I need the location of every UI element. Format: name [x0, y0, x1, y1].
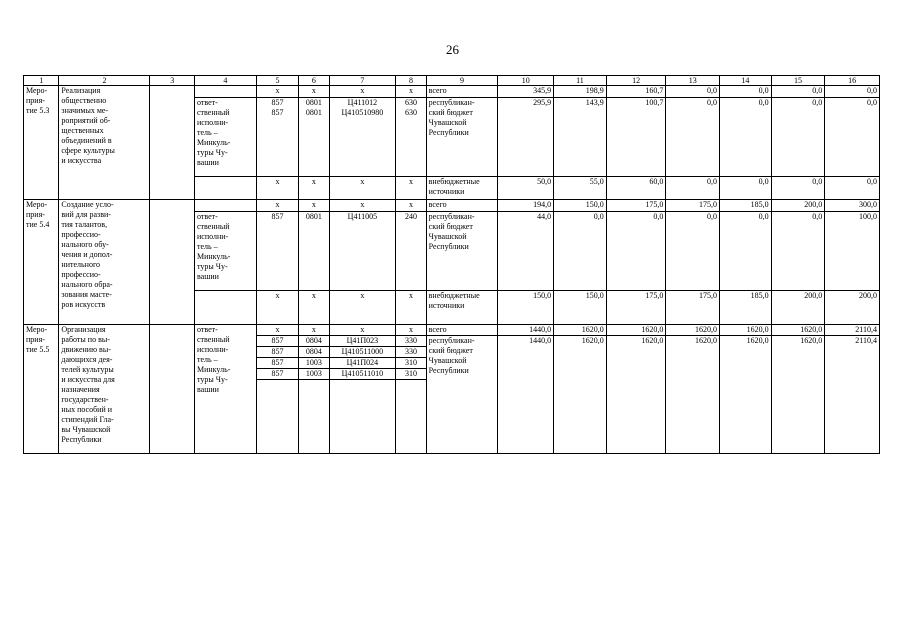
column-number-header: 9 [426, 76, 498, 86]
empty-cell [194, 177, 256, 200]
section-code: х [299, 177, 329, 200]
column-number-header: 1 [24, 76, 59, 86]
amount-value: 1440,0 [498, 325, 554, 336]
section-code: х [299, 325, 329, 336]
grbs-code: х [256, 291, 298, 325]
expense-type-code: 330 [396, 336, 426, 347]
amount-value: 295,9 [498, 98, 554, 177]
expense-type-code: 310 [396, 369, 426, 380]
funding-source: республикан- ский бюджет Чувашской Республики [426, 336, 498, 454]
empty-cell [396, 380, 426, 454]
column-number-header: 8 [396, 76, 426, 86]
empty-cell [150, 86, 195, 200]
empty-cell [194, 86, 256, 98]
column-number-header: 14 [720, 76, 772, 86]
column-number-header: 3 [150, 76, 195, 86]
measure-name: Организация работы по вы- движению вы- дающихся дея- телей культуры и искусства для назначения государствен- ных пособий и стипендий Гла- вы Чувашской Республики [59, 325, 150, 454]
amount-value: 44,0 [498, 212, 554, 291]
measure-code: Меро- прия- тие 5.4 [24, 200, 59, 325]
amount-value: 300,0 [825, 200, 880, 212]
amount-value: 0,0 [666, 86, 720, 98]
section-code: 0801 [299, 212, 329, 291]
amount-value: 0,0 [825, 98, 880, 177]
amount-value: 200,0 [771, 200, 825, 212]
amount-value: 0,0 [771, 98, 825, 177]
section-code: 0804 [299, 347, 329, 358]
measure-row [24, 325, 880, 336]
amount-value: 150,0 [498, 291, 554, 325]
empty-cell [329, 380, 396, 454]
amount-value: 2110,4 [825, 325, 880, 336]
amount-value: 0,0 [606, 212, 666, 291]
column-number-header: 5 [256, 76, 298, 86]
header-row [24, 76, 880, 86]
amount-value: 1620,0 [720, 336, 772, 454]
amount-value: 1620,0 [771, 336, 825, 454]
funding-source: всего [426, 200, 498, 212]
amount-value: 185,0 [720, 291, 772, 325]
amount-value: 194,0 [498, 200, 554, 212]
amount-value: 175,0 [606, 200, 666, 212]
amount-value: 198,9 [554, 86, 607, 98]
expense-type-code: x [396, 86, 426, 98]
column-number-header: 4 [194, 76, 256, 86]
amount-value: 150,0 [554, 200, 607, 212]
amount-value: 1440,0 [498, 336, 554, 454]
measure-name: Создание усло- вий для разви- тия талантов, профессио- нального обу- чения и допол- нительного профессио- нального обра- зования масте- ров искусств [59, 200, 150, 325]
amount-value: 0,0 [771, 86, 825, 98]
amount-value: 0,0 [720, 177, 772, 200]
amount-value: 200,0 [825, 291, 880, 325]
executor: ответ- ственный исполни- тель – Минкуль- туры Чу- вашии [194, 98, 256, 177]
grbs-code: 857 857 [256, 98, 298, 177]
column-number-header: 10 [498, 76, 554, 86]
section-code: x [299, 200, 329, 212]
amount-value: 1620,0 [666, 336, 720, 454]
column-number-header: 7 [329, 76, 396, 86]
target-article-code: Ц410511000 [329, 347, 396, 358]
grbs-code: 857 [256, 358, 298, 369]
amount-value: 160,7 [606, 86, 666, 98]
grbs-code: х [256, 325, 298, 336]
amount-value: 0,0 [554, 212, 607, 291]
expense-type-code: х [396, 177, 426, 200]
amount-value: 60,0 [606, 177, 666, 200]
amount-value: 1620,0 [554, 336, 607, 454]
amount-value: 1620,0 [554, 325, 607, 336]
amount-value: 175,0 [606, 291, 666, 325]
amount-value: 0,0 [666, 177, 720, 200]
section-code: x [299, 86, 329, 98]
amount-value: 0,0 [771, 177, 825, 200]
amount-value: 100,7 [606, 98, 666, 177]
funding-source: внебюджетные источники [426, 177, 498, 200]
expense-type-code: 330 [396, 347, 426, 358]
empty-cell [256, 380, 298, 454]
amount-value: 50,0 [498, 177, 554, 200]
budget-table [23, 75, 880, 454]
amount-value: 0,0 [825, 86, 880, 98]
amount-value: 345,9 [498, 86, 554, 98]
amount-value: 200,0 [771, 291, 825, 325]
measure-code: Меро- прия- тие 5.5 [24, 325, 59, 454]
amount-value: 0,0 [666, 212, 720, 291]
amount-value: 1620,0 [606, 325, 666, 336]
column-number-header: 16 [825, 76, 880, 86]
column-number-header: 2 [59, 76, 150, 86]
amount-value: 175,0 [666, 200, 720, 212]
section-code: 1003 [299, 358, 329, 369]
amount-value: 0,0 [666, 98, 720, 177]
empty-cell [299, 380, 329, 454]
target-article-code: Ц411005 [329, 212, 396, 291]
grbs-code: 857 [256, 336, 298, 347]
target-article-code: Ц41П023 [329, 336, 396, 347]
funding-source: всего [426, 86, 498, 98]
measure-row [24, 200, 880, 212]
amount-value: 185,0 [720, 200, 772, 212]
section-code: х [299, 291, 329, 325]
empty-cell [194, 200, 256, 212]
grbs-code: x [256, 200, 298, 212]
target-article-code: Ц410511010 [329, 369, 396, 380]
target-article-code: х [329, 325, 396, 336]
executor: ответ- ственный исполни- тель – Минкуль- туры Чу- вашии [194, 325, 256, 454]
amount-value: 175,0 [666, 291, 720, 325]
funding-source: республикан- ский бюджет Чувашской Республики [426, 98, 498, 177]
column-number-header: 12 [606, 76, 666, 86]
funding-source: всего [426, 325, 498, 336]
amount-value: 143,9 [554, 98, 607, 177]
amount-value: 1620,0 [666, 325, 720, 336]
amount-value: 1620,0 [720, 325, 772, 336]
page-number: 26 [446, 42, 459, 57]
expense-type-code: x [396, 200, 426, 212]
amount-value: 0,0 [720, 98, 772, 177]
target-article-code: х [329, 177, 396, 200]
amount-value: 1620,0 [771, 325, 825, 336]
target-article-code: x [329, 86, 396, 98]
target-article-code: x [329, 200, 396, 212]
executor: ответ- ственный исполни- тель – Минкуль- туры Чу- вашии [194, 212, 256, 291]
section-code: 0804 [299, 336, 329, 347]
amount-value: 2110,4 [825, 336, 880, 454]
empty-cell [194, 291, 256, 325]
grbs-code: 857 [256, 369, 298, 380]
measure-name: Реализация общественно значимых ме- роприятий об- щественных объединений в сфере культуры и искусства [59, 86, 150, 200]
column-number-header: 6 [299, 76, 329, 86]
column-number-header: 11 [554, 76, 607, 86]
amount-value: 1620,0 [606, 336, 666, 454]
section-code: 0801 0801 [299, 98, 329, 177]
empty-cell [150, 200, 195, 325]
expense-type-code: 630 630 [396, 98, 426, 177]
amount-value: 55,0 [554, 177, 607, 200]
expense-type-code: 240 [396, 212, 426, 291]
grbs-code: 857 [256, 347, 298, 358]
section-code: 1003 [299, 369, 329, 380]
amount-value: 100,0 [825, 212, 880, 291]
amount-value: 150,0 [554, 291, 607, 325]
amount-value: 0,0 [720, 86, 772, 98]
grbs-code: х [256, 177, 298, 200]
measure-row [24, 86, 880, 98]
target-article-code: Ц411012 Ц410510980 [329, 98, 396, 177]
empty-cell [150, 325, 195, 454]
measure-code: Меро- прия- тие 5.3 [24, 86, 59, 200]
amount-value: 0,0 [825, 177, 880, 200]
grbs-code: x [256, 86, 298, 98]
amount-value: 0,0 [720, 212, 772, 291]
expense-type-code: х [396, 291, 426, 325]
column-number-header: 13 [666, 76, 720, 86]
expense-type-code: х [396, 325, 426, 336]
expense-type-code: 310 [396, 358, 426, 369]
target-article-code: Ц41П024 [329, 358, 396, 369]
column-number-header: 15 [771, 76, 825, 86]
funding-source: республикан- ский бюджет Чувашской Республики [426, 212, 498, 291]
grbs-code: 857 [256, 212, 298, 291]
target-article-code: х [329, 291, 396, 325]
amount-value: 0,0 [771, 212, 825, 291]
funding-source: внебюджетные источники [426, 291, 498, 325]
